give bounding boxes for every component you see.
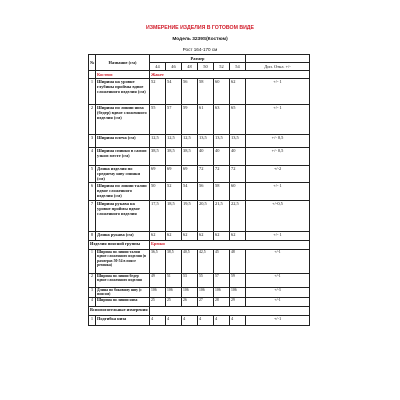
size-value: 18,5 [166,201,182,232]
table-row [89,201,310,232]
size-value: 4 [198,316,214,326]
size-value: 61 [198,105,214,135]
size-value: 72 [198,166,214,183]
size-value: 21,5 [214,201,230,232]
size-value: 58 [198,79,214,105]
size-value: 69 [166,166,182,183]
size-value: 106 [198,288,214,298]
size-value: 69 [182,166,198,183]
table-row [89,166,310,183]
size-value: 45 [214,250,230,274]
row-name: Ширина на уровне глубины проймы вдвое сложенного изделия (см) [96,79,150,105]
size-value: 48 [230,250,246,274]
table-row [89,183,310,201]
size-value: 40 [214,148,230,166]
size-value: 56 [198,183,214,201]
row-number: 1 [89,250,96,274]
size-46: 46 [166,63,182,71]
size-value: 59 [230,274,246,288]
size-value: 12,5 [166,135,182,148]
section-jacket: Жакет [150,71,310,79]
size-value: 51 [166,274,182,288]
row-number: 5 [89,166,96,183]
size-value: 62 [230,232,246,241]
row-name: Ширина по линии низа [96,298,150,307]
size-value: 72 [230,166,246,183]
size-value: 42,5 [198,250,214,274]
row-name: Ширина спинки в самом узком месте (см) [96,148,150,166]
size-value: 57 [166,105,182,135]
size-54: 54 [230,63,246,71]
header-size: Размер [150,55,246,63]
table-row [89,274,310,288]
section-suit: Костюм [96,71,150,79]
tolerance-value: +/- 1 [246,79,310,105]
header-tolerance: Доп. Откл. +/- [246,63,310,71]
tolerance-value: +/-2 [246,166,310,183]
tolerance-value: +/- 0,5 [246,135,310,148]
row-number: 6 [89,183,96,201]
size-value: 106 [214,288,230,298]
size-value: 19,5 [182,201,198,232]
size-value: 54 [166,79,182,105]
table-row [89,79,310,105]
size-48: 48 [182,63,198,71]
size-value: 49 [150,274,166,288]
size-value: 59 [182,105,198,135]
tolerance-value: +/-3 [246,288,310,298]
size-value: 38,5 [150,148,166,166]
height-label: Рост 164-170 см [182,47,218,52]
table-row [89,135,310,148]
size-value: 62 [182,232,198,241]
size-50: 50 [198,63,214,71]
size-value: 55 [150,105,166,135]
table-row [89,105,310,135]
tolerance-value: +/-0,5 [246,201,310,232]
size-value: 4 [150,316,166,326]
row-number: 7 [89,201,96,232]
row-number: 2 [89,105,96,135]
size-value: 36,5 [150,250,166,274]
size-value: 27 [198,298,214,307]
size-value: 13,5 [198,135,214,148]
row-number: 1 [89,79,96,105]
table-row [89,232,310,241]
measurement-table [88,54,310,326]
table-row [89,298,310,307]
size-value: 4 [214,316,230,326]
size-value: 17,5 [150,201,166,232]
size-value: 62 [214,232,230,241]
section-pants: Брюки [150,241,310,250]
size-value: 63 [214,105,230,135]
size-value: 40 [230,148,246,166]
size-value: 50 [150,183,166,201]
row-number: 1 [89,316,96,326]
row-number: 8 [89,232,96,241]
tolerance-value: +/-1 [246,250,310,274]
tolerance-value: +/- 1 [246,105,310,135]
size-value: 52 [166,183,182,201]
row-number: 2 [89,274,96,288]
page-title: ИЗМЕРЕНИЕ ИЗДЕЛИЯ В ГОТОВОМ ВИДЕ [146,25,254,31]
row-name: Ширина по линии бедер вдвое сложенного изделия [96,274,150,288]
size-value: 13,5 [214,135,230,148]
size-value: 53 [182,274,198,288]
size-value: 69 [150,166,166,183]
table-row [89,316,310,326]
size-value: 38,5 [166,250,182,274]
size-value: 106 [182,288,198,298]
size-value: 55 [198,274,214,288]
row-name: Ширина по линии талии вдвое сложенного изделия (см) [96,183,150,201]
size-value: 4 [166,316,182,326]
size-value: 57 [214,274,230,288]
section-pants-group: Изделия поясной группы [89,241,150,250]
size-value: 62 [150,232,166,241]
row-number: 3 [89,288,96,298]
row-name: Ширина по линии талии вдвое сложенного изделия (в размерах 50-54 в поясе резинка) [96,250,150,274]
size-value: 60 [230,183,246,201]
size-value: 4 [230,316,246,326]
size-value: 38,5 [166,148,182,166]
size-value: 62 [166,232,182,241]
size-value: 62 [198,232,214,241]
size-value: 38,5 [182,148,198,166]
size-value: 60 [214,79,230,105]
tolerance-value: +/-1 [246,298,310,307]
row-number: 3 [89,135,96,148]
model-label: Модель 3239S(Костюм) [172,37,228,42]
size-value: 12,5 [150,135,166,148]
size-value: 106 [150,288,166,298]
size-value: 62 [230,79,246,105]
size-value: 40 [198,148,214,166]
size-value: 22,5 [230,201,246,232]
size-value: 72 [214,166,230,183]
table-row [89,250,310,274]
size-value: 4 [182,316,198,326]
table-row [89,288,310,298]
row-name: Подгибка низа [96,316,150,326]
size-value: 58 [214,183,230,201]
tolerance-value: +/-1 [246,316,310,326]
section-aux: Вспомогательные измерения [89,307,150,316]
header-name: Название (см) [96,55,150,71]
size-value: 12,5 [182,135,198,148]
row-number: 4 [89,298,96,307]
tolerance-value: +/- 0,5 [246,148,310,166]
size-value: 65 [230,105,246,135]
size-value: 106 [166,288,182,298]
header-empty [246,55,310,63]
size-value: 56 [182,79,198,105]
header-num: № [89,55,96,71]
size-value: 25 [166,298,182,307]
size-value: 13,5 [230,135,246,148]
tolerance-value: +/- 1 [246,232,310,241]
size-value: 20,5 [198,201,214,232]
tolerance-value: +/-1 [246,274,310,288]
row-name: Ширина рукава на уровне проймы вдвое сложенного изделия [96,201,150,232]
row-name: Ширина по линии низа (бедер) вдвое сложенного изделия (см) [96,105,150,135]
size-value: 29 [230,298,246,307]
row-name: Длина рукава (см) [96,232,150,241]
size-value: 25 [150,298,166,307]
table-row [89,148,310,166]
size-44: 44 [150,63,166,71]
measurement-sheet [88,54,309,326]
row-number: 4 [89,148,96,166]
row-name: Ширина плеча (см) [96,135,150,148]
size-value: 28 [214,298,230,307]
row-name: Длина изделия по среднему шву спинки (см) [96,166,150,183]
size-52: 52 [214,63,230,71]
size-value: 52 [150,79,166,105]
tolerance-value: +/- 1 [246,183,310,201]
row-name: Длина по боковому шву (с поясом) [96,288,150,298]
size-value: 106 [230,288,246,298]
size-value: 40,5 [182,250,198,274]
size-value: 54 [182,183,198,201]
size-value: 26 [182,298,198,307]
